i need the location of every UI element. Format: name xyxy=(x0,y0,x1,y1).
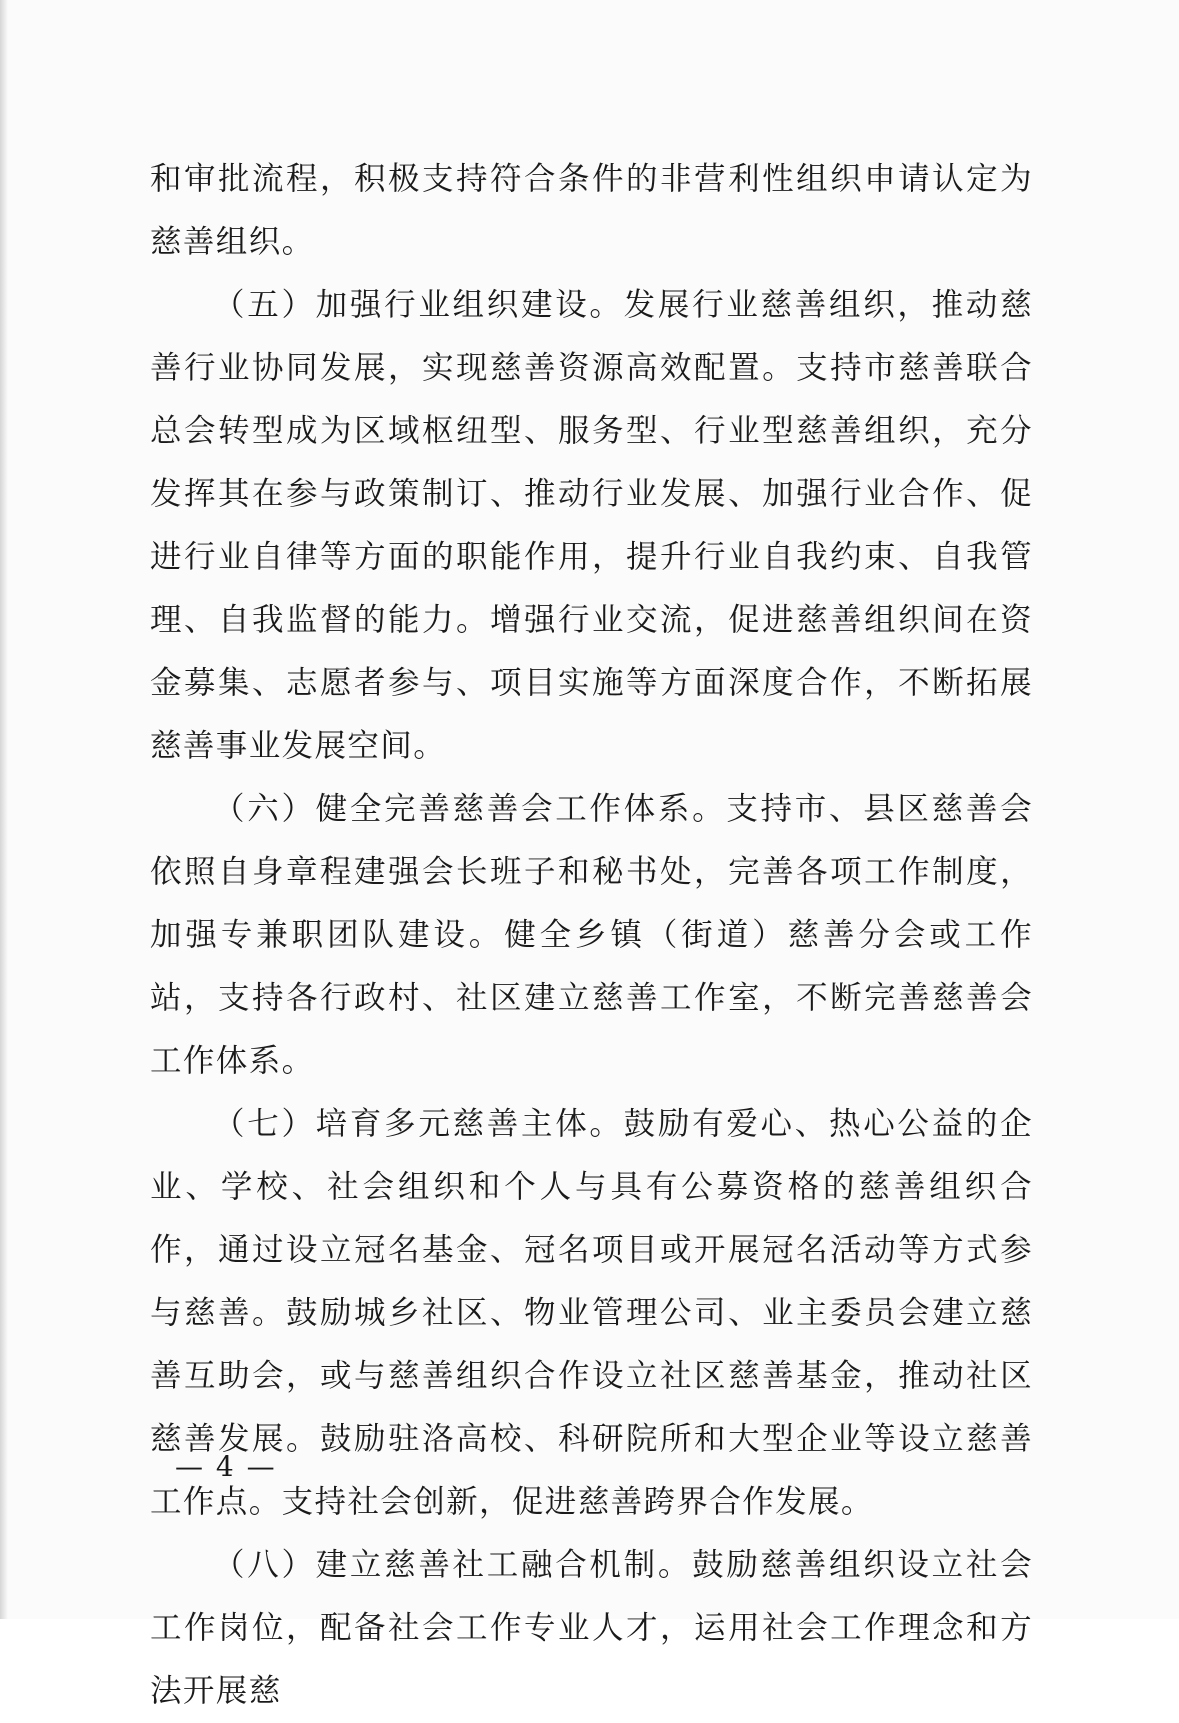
page-number: — 4 — xyxy=(175,1450,277,1483)
paragraph-section-6: （六）健全完善慈善会工作体系。支持市、县区慈善会依照自身章程建强会长班子和秘书处，完善各项工作制度，加强专兼职团队建设。健全乡镇（街道）慈善分会或工作站，支持各行政村、社区建立慈善工作室，不断完善慈善会工作体系。 xyxy=(150,791,1033,1079)
paragraph-section-7: （七）培育多元慈善主体。鼓励有爱心、热心公益的企业、学校、社会组织和个人与具有公募资格的慈善组织合作，通过设立冠名基金、冠名项目或开展冠名活动等方式参与慈善。鼓励城乡社区、物业管理公司、业主委员会建立慈善互助会，或与慈善组织合作设立社区慈善基金，推动社区慈善发展。鼓励驻洛高校、科研院所和大型企业等设立慈善工作点。支持社会创新，促进慈善跨界合作发展。 xyxy=(150,1106,1033,1520)
paragraph-continuation: 和审批流程，积极支持符合条件的非营利性组织申请认定为慈善组织。 xyxy=(150,161,1033,260)
document-body xyxy=(150,148,1033,1723)
page-edge-shadow xyxy=(0,0,8,1619)
paragraph-section-8: （八）建立慈善社工融合机制。鼓励慈善组织设立社会工作岗位，配备社会工作专业人才，运用社会工作理念和方法开展慈 xyxy=(150,1547,1033,1709)
paragraph-section-5: （五）加强行业组织建设。发展行业慈善组织，推动慈善行业协同发展，实现慈善资源高效配置。支持市慈善联合总会转型成为区域枢纽型、服务型、行业型慈善组织，充分发挥其在参与政策制订、推动行业发展、加强行业合作、促进行业自律等方面的职能作用，提升行业自我约束、自我管理、自我监督的能力。增强行业交流，促进慈善组织间在资金募集、志愿者参与、项目实施等方面深度合作，不断拓展慈善事业发展空间。 xyxy=(150,287,1033,764)
